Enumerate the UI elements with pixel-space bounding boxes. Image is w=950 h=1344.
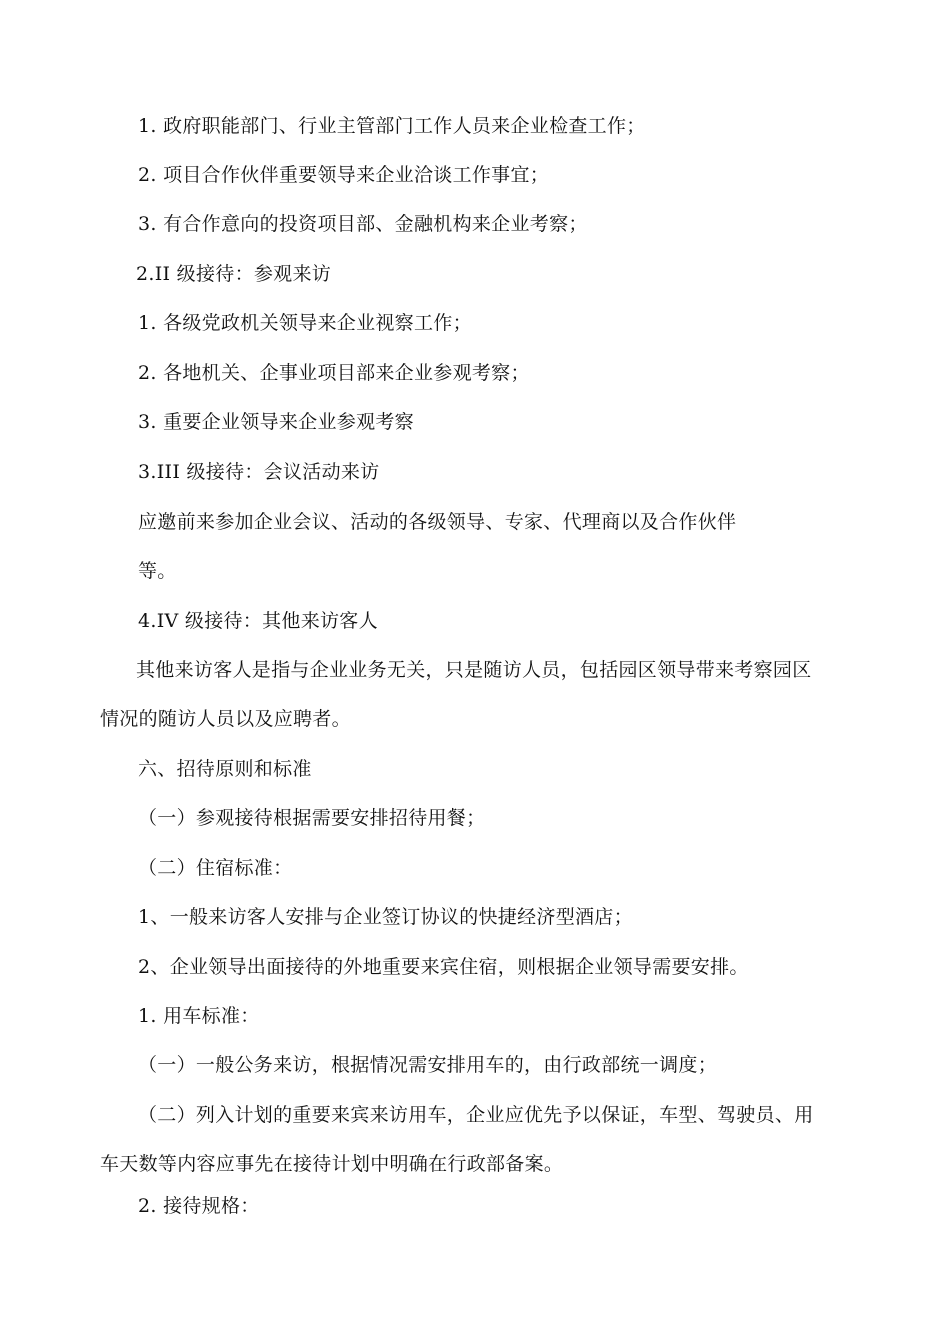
text-line-22: 车天数等内容应事先在接待计划中明确在行政部备案。 <box>100 1153 564 1175</box>
text-line-16: （二）住宿标准： <box>138 857 293 879</box>
text-line-13: 情况的随访人员以及应聘者。 <box>100 708 351 730</box>
text-line-9: 应邀前来参加企业会议、活动的各级领导、专家、代理商以及合作伙伴 <box>138 511 737 533</box>
section-heading-principles: 六、招待原则和标准 <box>138 758 312 780</box>
text-line-20: （一）一般公务来访，根据情况需安排用车的，由行政部统一调度； <box>138 1054 718 1076</box>
text-line-5: 1. 各级党政机关领导来企业视察工作； <box>138 312 472 334</box>
text-line-7: 3. 重要企业领导来企业参观考察 <box>138 411 414 433</box>
section-heading-level-2: 2.II 级接待：参观来访 <box>136 263 332 285</box>
text-line-19: 1. 用车标准： <box>138 1005 260 1027</box>
text-line-23: 2. 接待规格： <box>138 1195 260 1217</box>
section-heading-level-4: 4.IV 级接待：其他来访客人 <box>138 610 378 632</box>
text-line-12: 其他来访客人是指与企业业务无关，只是随访人员，包括园区领导带来考察园区 <box>136 659 812 681</box>
text-line-18: 2、企业领导出面接待的外地重要来宾住宿，则根据企业领导需要安排。 <box>138 956 749 978</box>
text-line-6: 2. 各地机关、企事业项目部来企业参观考察； <box>138 362 530 384</box>
text-line-2: 2. 项目合作伙伴重要领导来企业洽谈工作事宜； <box>138 164 550 186</box>
text-line-17: 1、一般来访客人安排与企业签订协议的快捷经济型酒店； <box>138 906 633 928</box>
text-line-21: （二）列入计划的重要来宾来访用车，企业应优先予以保证，车型、驾驶员、用 <box>138 1104 814 1126</box>
text-line-1: 1. 政府职能部门、行业主管部门工作人员来企业检查工作； <box>138 115 646 137</box>
text-line-3: 3. 有合作意向的投资项目部、金融机构来企业考察； <box>138 213 588 235</box>
section-heading-level-3: 3.III 级接待：会议活动来访 <box>138 461 380 483</box>
text-line-15: （一）参观接待根据需要安排招待用餐； <box>138 807 486 829</box>
text-line-10: 等。 <box>138 560 177 582</box>
